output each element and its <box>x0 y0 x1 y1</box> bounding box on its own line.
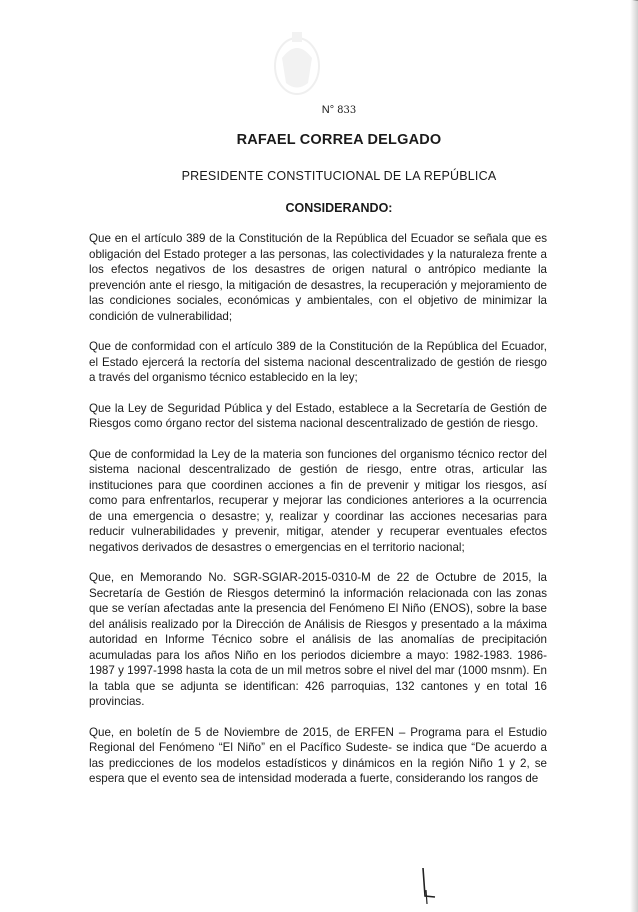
page-corner-fold <box>566 0 638 19</box>
paragraph-6: Que, en boletín de 5 de Noviembre de 2015, de ERFEN – Programa para el Estudio Regional del Fenómeno “El Niño” en el Pacífico Sudeste- se indica que “De acuerdo a las predicciones de los modelos estadísticos y dinámicos en la región Niño 1 y 2, se espera que el evento sea de intensidad moderada a fuerte, considerando los rangos de <box>89 725 547 785</box>
paragraph-1: Que en el artículo 389 de la Constitución de la República del Ecuador se señala que es obligación del Estado proteger a las personas, las colectividades y la naturaleza frente a los efectos negativos de los desastres de origen natural o antrópico mediante la prevención ante el riesgo, la mitigación de desastres, la recuperación y mejoramiento de las condiciones sociales, económicas y ambientales, con el objetivo de minimizar la condición de vulnerabilidad; <box>89 232 547 323</box>
document-body <box>89 231 547 802</box>
decree-number <box>0 104 638 116</box>
author-title: PRESIDENTE CONSTITUCIONAL DE LA REPÚBLICA <box>181 169 497 183</box>
section-heading: CONSIDERANDO: <box>285 201 393 215</box>
paragraph-2: Que de conformidad con el artículo 389 de la Constitución de la República del Ecuador, el Estado ejercerá la rectoría del sistema nacional descentralizado de gestión de riesgo a través del organismo técnico establecido en la ley; <box>89 340 547 384</box>
paragraph-4: Que de conformidad la Ley de la materia son funciones del organismo técnico rector del sistema nacional descentralizado de gestión de riesgo, entre otras, articular las instituciones para que coordinen acciones a fin de prevenir y mitigar los riesgos, así como para enfrentarlos, recuperar y mejorar las condiciones anteriores a la ocurrencia de una emergencia o desastre; y, realizar y coordinar las acciones necesarias para reducir vulnerabilidades y prevenir, mitigar, atender y recuperar eventuales efectos negativos derivados de desastres o emergencias en el territorio nacional; <box>89 447 547 554</box>
author-name: RAFAEL CORREA DELGADO <box>236 132 442 148</box>
decree-number-value: 833 <box>337 105 357 116</box>
paragraph-5: Que, en Memorando No. SGR-SGIAR-2015-0310-M de 22 de Octubre de 2015, la Secretaría de Gestión de Riesgos determinó la información relacionada con las zonas que se verían afectadas ante la presencia del Fenómeno El Niño (ENOS), sobre la base del análisis realizado por la Dirección de Análisis de Riesgos y presentado a la máxima autoridad en Informe Técnico sobre el análisis de las anomalías de precipitación acumuladas para los años Niño en los periodos diciembre a mayo: 1982-1983. 1986-1987 y 1997-1998 hasta la cota de un mil metros sobre el nivel del mar (1000 msnm). En la tabla que se adjunta se identifican: 426 parroquias, 132 cantones y en total 16 provincias. <box>89 571 547 708</box>
decree-number-prefix: N° <box>321 104 335 116</box>
handwritten-initial-mark <box>417 866 439 906</box>
faint-seal-watermark <box>262 28 332 100</box>
paragraph-3: Que la Ley de Seguridad Pública y del Estado, establece a la Secretaría de Gestión de Riesgos como órgano rector del sistema nacional descentralizado de gestión de riesgo. <box>89 401 547 430</box>
